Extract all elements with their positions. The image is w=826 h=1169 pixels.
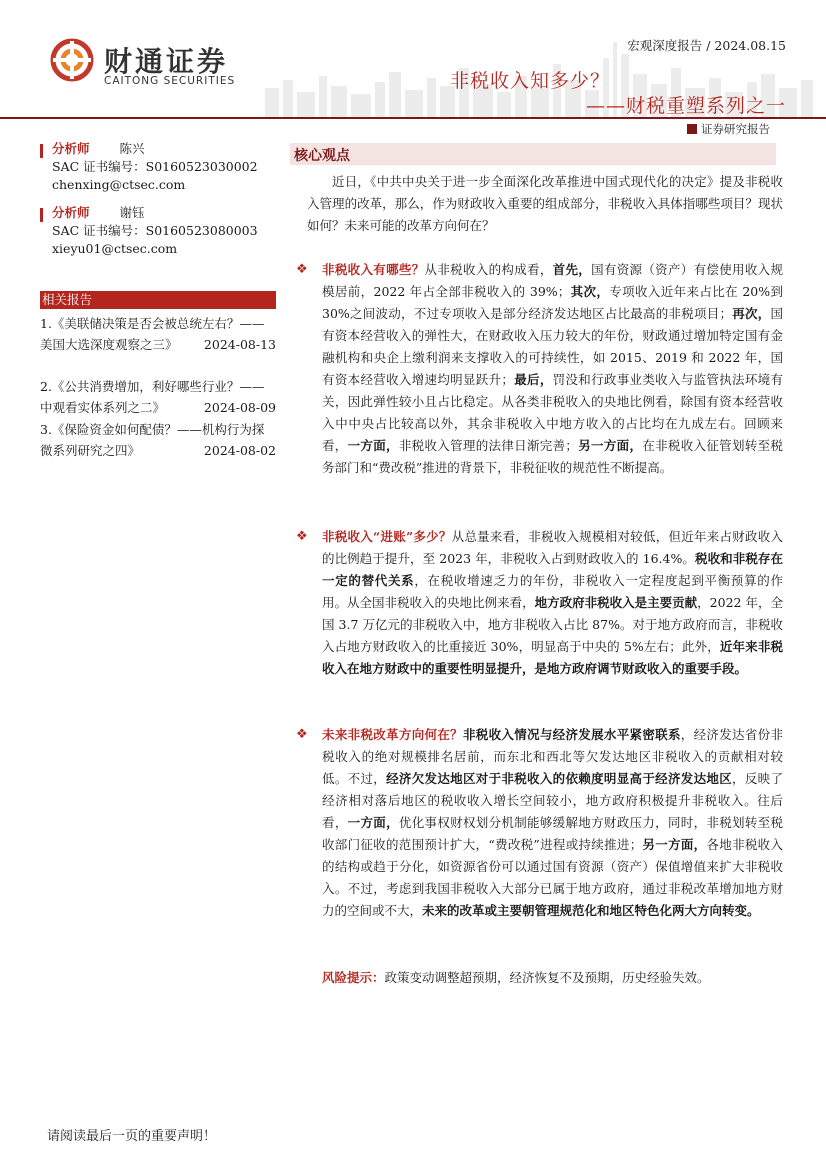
section-paragraph [322,259,783,479]
brand-name-en: CAITONG SECURITIES [104,75,236,87]
emphasis-text: 一方面， [347,815,399,830]
body-text: ，2022 年，全国 3.7 万亿元的非税收入中，地方非税收入占比 87%。对于地方政府而言，非税收入占地方财政收入的比重接近 30%，明显高于中央的 5%左右；此外， [322,595,783,654]
related-report-date: 2024-08-09 [203,400,276,415]
body-text: 非税收入管理的法律日渐完善； [398,438,578,453]
emphasis-text: 首先， [552,262,592,277]
emphasis-text: 再次， [732,306,771,321]
diamond-bullet-icon: ❖ [296,529,308,544]
report-subtitle: ——财税重塑系列之一 [585,95,786,117]
body-text: 国有资本经营收入的弹性大，在财政收入压力较大的年份，财政通过增加特定国有金融机构和央企上缴利润来支撑收入的可持续性，如 2015、2019 和 2022 年，国有资本经营收入增速均明显跃升； [322,306,783,387]
related-report-date: 2024-08-02 [203,443,276,458]
report-title: 非税收入知多少？ [449,70,610,92]
emphasis-text: 另一方面， [642,837,707,852]
emphasis-text: 其次， [570,284,610,299]
body-text: ，反映了经济相对落后地区的税收收入增长空间较小，地方政府积极提升非税收入。往后看， [322,771,783,830]
analyst-block [40,204,288,258]
body-text: 从非税收入的构成看， [424,262,553,277]
related-report-item[interactable] [40,419,276,461]
section-heading: 未来非税改革方向何在？ [322,727,463,742]
diamond-bullet-icon: ❖ [296,262,308,277]
related-report-item[interactable] [40,313,276,355]
body-text: ，在税收增速乏力的年份，非税收入一定程度起到平衡预算的作用。从全国非税收入的央地比例来看， [322,573,783,610]
report-category: 证券研究报告 [701,122,770,136]
related-report-title[interactable]: 2.《公共消费增加，利好哪些行业？——中观看实体系列之二》 [40,379,265,415]
analyst-block [40,140,288,194]
risk-warning [322,967,783,989]
emphasis-text: 未来的改革或主要朝管理规范化和地区特色化两大方向转变。 [422,903,760,918]
emphasis-text: 非税收入情况与经济发展水平紧密联系 [462,727,681,742]
emphasis-text: 另一方面， [577,438,643,453]
analyst-role: 分析师 [52,205,90,220]
analyst-role: 分析师 [52,141,90,156]
section-paragraph [322,724,783,922]
body-text: 罚没和行政事业类收入与监管执法环境有关，因此弹性较小且占比稳定。从各类非税收入的央地比例看，除国有资本经营收入中中央占比较高以外，其余非税收入中地方收入的占比均在九成左右。回顾来看， [322,372,783,453]
risk-text: 政策变动调整超预期，经济恢复不及预期，历史经验失效。 [384,970,710,985]
analyst-sac: SAC 证书编号：S0160523030002 [52,159,258,174]
related-report-item[interactable] [40,376,276,418]
body-text: 各地非税收入的结构或趋于分化，如资源省份可以通过国有资源（资产）保值增值来扩大非税收入。不过，考虑到我国非税收入大部分已属于地方政府，通过非税改革增加地方财力的空间或不大， [322,837,783,918]
body-text: 专项收入近年来占比在 20%到 30%之间波动，不过专项收入是部分经济发达地区占比最高的非税项目； [322,284,783,321]
related-report-date: 2024-08-13 [203,337,276,352]
core-views-title: 核心观点 [294,148,350,164]
body-text: ，经济发达省份非税收入的绝对规模排名居前，而东北和西北等欠发达地区非税收入的贡献相对较低。不过， [322,727,783,786]
related-report-title[interactable]: 1.《美联储决策是否会被总统左右？——美国大选深度观察之三》 [40,316,265,352]
emphasis-text: 最后， [513,372,553,387]
emphasis-text: 地方政府非税收入是主要贡献 [534,595,698,610]
emphasis-text: 税收和非税存在一定的替代关系 [322,551,783,588]
analyst-sac: SAC 证书编号：S0160523080003 [52,223,258,238]
header-divider [0,117,826,119]
report-type-date: 宏观深度报告 / 2024.08.15 [627,38,786,53]
disclaimer-notice: 请阅读最后一页的重要声明！ [47,1129,217,1144]
section-heading: 非税收入有哪些？ [322,262,425,277]
analyst-name: 谢钰 [119,205,145,220]
emphasis-text: 一方面， [347,438,399,453]
diamond-bullet-icon: ❖ [296,727,308,742]
emphasis-text: 经济欠发达地区对于非税收入的依赖度明显高于经济发达地区 [386,771,733,786]
brand-name-cn: 财通证券 [104,45,229,78]
body-text: 优化事权财权划分机制能够缓解地方财政压力，同时，非税划转至税收部门征收的范围预计扩大，“费改税”进程或持续推进； [322,815,783,852]
body-text: 从总量来看，非税收入规模相对较低，但近年来占财政收入的比例趋于提升，至 2023 年，非税收入占到财政收入的 16.4%。 [322,529,783,566]
section-paragraph [322,526,783,680]
risk-label: 风险提示： [322,970,385,985]
category-square-icon [687,124,697,134]
body-text: 国有资源（资产）有偿使用收入规模居前，2022 年占全部非税收入的 39%； [322,262,783,299]
related-report-title[interactable]: 3.《保险资金如何配债？——机构行为探微系列研究之四》 [40,422,265,458]
core-views-banner [290,143,776,165]
analyst-email[interactable]: chenxing@ctsec.com [52,177,186,192]
analyst-name: 陈兴 [119,141,145,156]
body-text: 在非税收入征管划转至税务部门和“费改税”推进的背景下，非税征收的规范性不断提高。 [322,438,783,475]
section-heading: 非税收入“进账”多少？ [322,529,452,544]
analyst-email[interactable]: xieyu01@ctsec.com [52,241,178,256]
caitong-logo-icon [50,38,94,82]
related-reports-heading: 相关报告 [40,291,276,309]
emphasis-text: 近年来非税收入在地方财政中的重要性明显提升，是地方政府调节财政收入的重要手段。 [322,639,783,676]
core-intro-paragraph: 近日，《中共中央关于进一步全面深化改革推进中国式现代化的决定》提及非税收入管理的改革，那么，作为财政收入重要的组成部分，非税收入具体指哪些项目？现状如何？未来可能的改革方向何在？ [307,174,783,233]
